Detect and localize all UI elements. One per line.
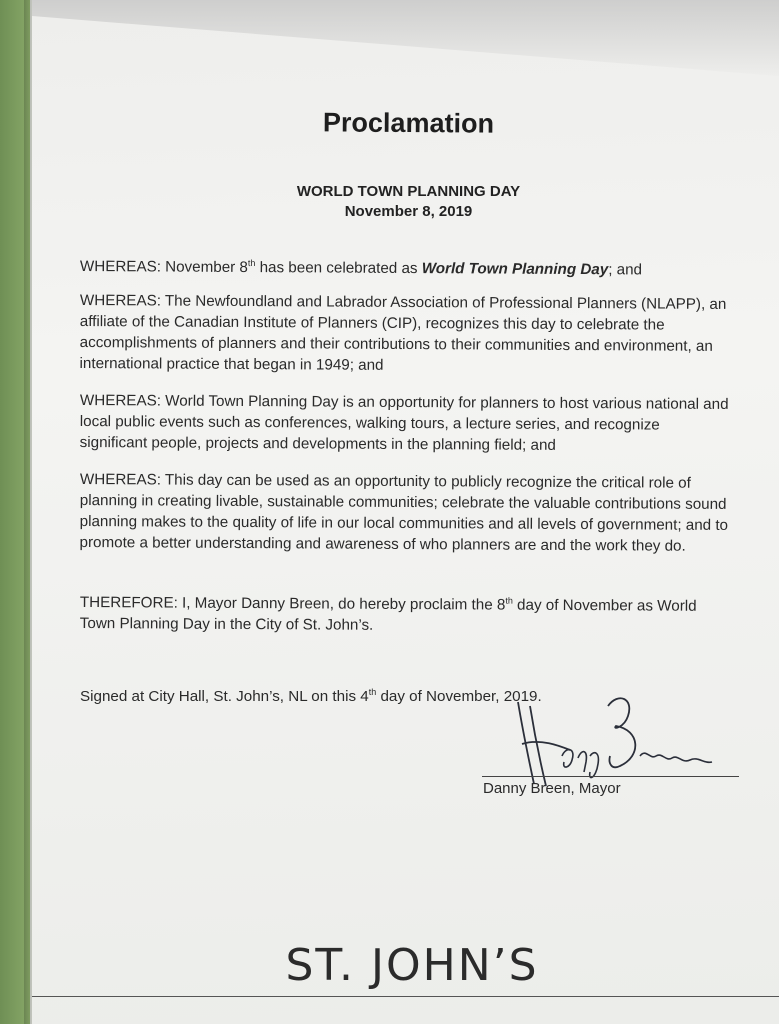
p5-sup: th [505, 595, 513, 606]
p3-text: WHEREAS: World Town Planning Day is an opportunity for planners to host various national and local public events such as conferences, walking tours, a lecture series, and recognize significant people, projects and developments in the planning field; and [79, 391, 729, 454]
footer-rule [32, 996, 779, 997]
whereas-paragraph-2 [79, 290, 730, 378]
signed-sup: th [368, 687, 377, 697]
p1-sup: th [247, 258, 256, 269]
p1-text-3: ; and [608, 261, 643, 279]
p5-text-2: day of November as World Town Planning Day in the City of St. John’s. [79, 596, 697, 634]
proclamation-title: Proclamation [322, 107, 495, 139]
therefore-paragraph [80, 592, 730, 638]
p1-text: WHEREAS: November 8 [79, 257, 248, 277]
city-logo [232, 940, 592, 1000]
p4-text: WHEREAS: This day can be used as an opportunity to publicly recognize the critical role of planning in creating livable, sustainable communities; celebrate the valuable contributions sound planning makes to the quality of life in our local communities and all levels of government; and to promote a better understanding and awareness of who planners are and the work they do. [79, 470, 729, 555]
whereas-paragraph-1 [80, 256, 730, 281]
signed-text: Signed at City Hall, St. John’s, NL on this 4 [80, 688, 369, 705]
whereas-paragraph-4 [79, 469, 730, 557]
logo-wordmark: ST. JOHN’S [285, 940, 539, 991]
signatory-name: Danny Breen, Mayor [483, 780, 621, 797]
whereas-paragraph-3 [80, 390, 730, 457]
signed-text-2: day of November, 2019. [376, 688, 542, 705]
signature-line [482, 776, 739, 777]
p1-text-2: has been celebrated as [255, 259, 422, 278]
p2-text: WHEREAS: The Newfoundland and Labrador Association of Professional Planners (NLAPP), an affiliate of the Canadian Institute of Planners (CIP), recognizes this day to celebrate the accomplishments of planners and their contributions to their communities and environment, an international practice that began in 1949; and [79, 291, 727, 374]
event-date: November 8, 2019 [344, 203, 473, 220]
event-heading: WORLD TOWN PLANNING DAY [296, 183, 521, 200]
p5-text: THEREFORE: I, Mayor Danny Breen, do hereby proclaim the 8 [79, 593, 506, 614]
p1-emphasis: World Town Planning Day [421, 260, 609, 279]
